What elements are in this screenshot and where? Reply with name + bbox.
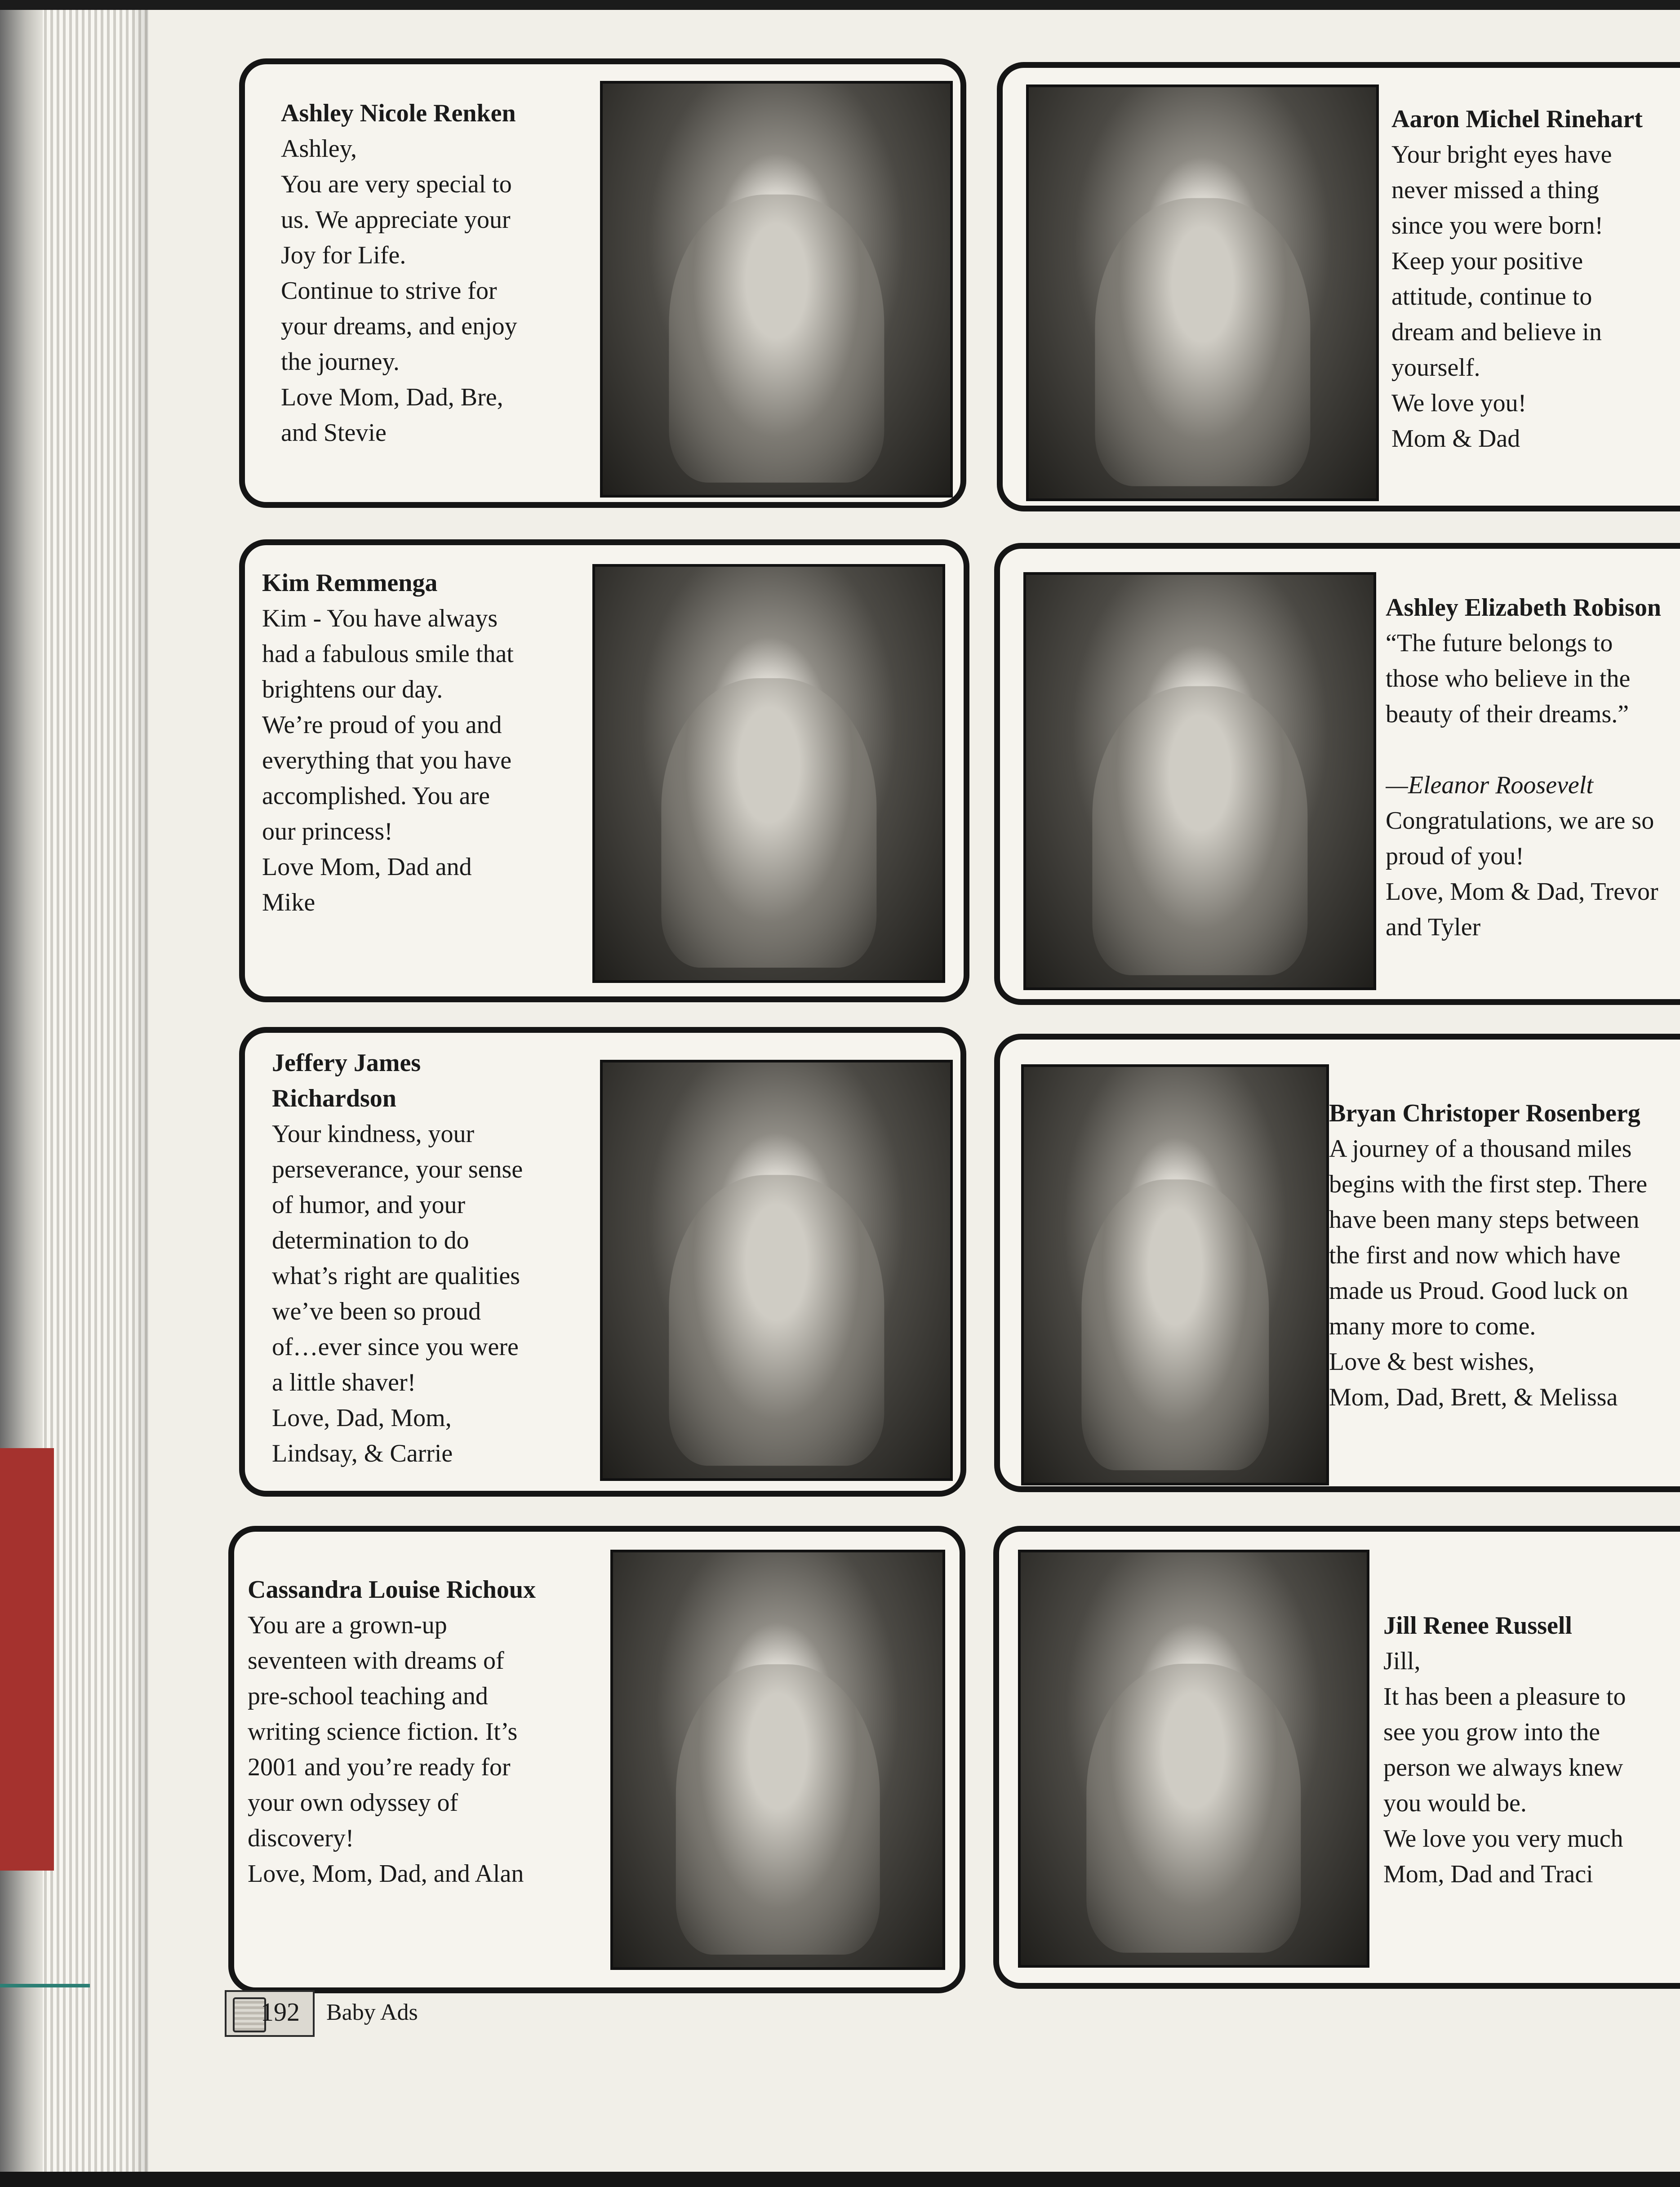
baby-ad-robison xyxy=(994,543,1680,1005)
scan-top-edge xyxy=(0,0,1680,10)
baby-ad-richardson xyxy=(239,1027,966,1497)
photo-subject xyxy=(1092,686,1307,975)
ad-line: made us Proud. Good luck on xyxy=(1329,1277,1628,1305)
ad-line: person we always knew xyxy=(1383,1754,1623,1782)
gutter-shadow xyxy=(130,10,148,2172)
ad-name: Bryan Christoper Rosenberg xyxy=(1329,1099,1640,1127)
ad-line: of humor, and your xyxy=(272,1191,466,1219)
ad-text xyxy=(1383,1608,1680,1896)
baby-photo xyxy=(1018,1550,1369,1968)
ad-line: Lindsay, & Carrie xyxy=(272,1440,453,1467)
ad-line: your dreams, and enjoy xyxy=(281,312,517,340)
ad-line: Mom, Dad and Traci xyxy=(1383,1860,1593,1888)
ad-line: your own odyssey of xyxy=(248,1789,458,1817)
baby-photo xyxy=(600,1060,953,1481)
ad-text xyxy=(272,1045,596,1490)
ad-line: yourself. xyxy=(1391,354,1480,382)
ad-line: determination to do xyxy=(272,1227,469,1254)
ad-line: Kim - You have always xyxy=(262,605,498,632)
ad-name: Jeffery James xyxy=(272,1049,421,1077)
spine-teal-line xyxy=(0,1984,90,1987)
ad-line: what’s right are qualities xyxy=(272,1262,520,1290)
baby-photo xyxy=(1026,84,1379,501)
photo-subject xyxy=(1086,1664,1301,1953)
ad-line: our princess! xyxy=(262,818,393,845)
ad-line xyxy=(1386,732,1680,768)
ad-line: Love Mom, Dad, Bre, xyxy=(281,383,503,411)
ad-line: Joy for Life. xyxy=(281,241,406,269)
ad-line: a little shaver! xyxy=(272,1369,416,1396)
ad-name: Ashley Elizabeth Robison xyxy=(1386,594,1661,622)
ad-line: Ashley, xyxy=(281,135,357,163)
ad-line: pre-school teaching and xyxy=(248,1682,488,1710)
ad-line: attitude, continue to xyxy=(1391,283,1592,311)
ad-line: 2001 and you’re ready for xyxy=(248,1753,511,1781)
photo-subject xyxy=(676,1664,880,1955)
ad-name: Cassandra Louise Richoux xyxy=(248,1576,536,1604)
ad-line: brightens our day. xyxy=(262,676,443,703)
ad-line: we’ve been so proud xyxy=(272,1298,481,1325)
ad-line: the first and now which have xyxy=(1329,1241,1621,1269)
baby-ad-rinehart xyxy=(997,62,1680,511)
ad-line: the journey. xyxy=(281,348,400,376)
ad-line: writing science fiction. It’s xyxy=(248,1718,518,1746)
ad-line: Continue to strive for xyxy=(281,277,497,305)
ad-name: Jill Renee Russell xyxy=(1383,1612,1572,1640)
ad-name: Ashley Nicole Renken xyxy=(281,99,516,127)
ad-line: Mom, Dad, Brett, & Melissa xyxy=(1329,1383,1618,1411)
baby-photo xyxy=(600,81,953,498)
ad-line: A journey of a thousand miles xyxy=(1329,1135,1632,1163)
baby-ad-rosenberg xyxy=(994,1034,1680,1492)
ad-line: see you grow into the xyxy=(1383,1718,1600,1746)
ad-text xyxy=(1391,102,1680,475)
baby-photo xyxy=(1023,572,1376,990)
ad-name: Aaron Michel Rinehart xyxy=(1391,105,1643,133)
ad-line: You are a grown-up xyxy=(248,1611,447,1639)
photo-subject xyxy=(1095,198,1310,486)
ad-line: Keep your positive xyxy=(1391,247,1583,275)
scan-bottom-edge xyxy=(0,2172,1680,2187)
photo-subject xyxy=(669,1175,884,1466)
ad-line: accomplished. You are xyxy=(262,782,490,810)
ad-line: of…ever since you were xyxy=(272,1333,519,1361)
ad-text xyxy=(248,1572,616,1896)
ad-line: you would be. xyxy=(1383,1789,1527,1817)
ad-line: We love you! xyxy=(1391,389,1527,417)
ad-text xyxy=(281,96,596,469)
section-title: Baby Ads xyxy=(326,2000,418,2025)
ad-line: Jill, xyxy=(1383,1647,1421,1675)
ad-line: Congratulations, we are so xyxy=(1386,807,1654,835)
ad-line: “The future belongs to xyxy=(1386,629,1613,657)
ad-line: seventeen with dreams of xyxy=(248,1647,504,1675)
book-spine xyxy=(0,10,148,2172)
ad-text xyxy=(262,565,595,938)
photo-subject xyxy=(661,678,876,968)
ad-line: perseverance, your sense xyxy=(272,1156,523,1183)
ad-line: beauty of their dreams.” xyxy=(1386,700,1629,728)
photo-subject xyxy=(669,195,884,483)
ad-line: dream and believe in xyxy=(1391,318,1602,346)
ad-line: begins with the first step. There xyxy=(1329,1170,1648,1198)
ad-line: us. We appreciate your xyxy=(281,206,511,234)
ad-line: Love, Mom & Dad, Trevor xyxy=(1386,878,1658,906)
baby-photo xyxy=(592,564,945,983)
ad-line: everything that you have xyxy=(262,747,512,774)
ad-line: discovery! xyxy=(248,1824,354,1852)
baby-ad-renken xyxy=(239,58,966,508)
quote-author: —Eleanor Roosevelt xyxy=(1386,771,1593,799)
ad-line: It has been a pleasure to xyxy=(1383,1683,1626,1711)
baby-ad-remmenga xyxy=(239,539,969,1002)
ad-line: Your bright eyes have xyxy=(1391,141,1612,169)
ad-line: and Stevie xyxy=(281,419,387,447)
ad-text xyxy=(1386,590,1680,986)
ad-line: Love, Dad, Mom, xyxy=(272,1404,452,1432)
ad-line: Love Mom, Dad and xyxy=(262,853,472,881)
page-number: 192 xyxy=(261,1997,300,2027)
ad-text xyxy=(1329,1096,1680,1419)
ad-line: many more to come. xyxy=(1329,1312,1536,1340)
ad-line: We love you very much xyxy=(1383,1825,1623,1853)
ad-line: Mike xyxy=(262,889,316,916)
ad-line: those who believe in the xyxy=(1386,665,1631,693)
baby-photo xyxy=(610,1550,945,1970)
ad-line: since you were born! xyxy=(1391,212,1604,240)
baby-ad-russell xyxy=(993,1526,1680,1989)
ad-name: Richardson xyxy=(272,1085,396,1112)
ad-line: had a fabulous smile that xyxy=(262,640,514,668)
ad-line: We’re proud of you and xyxy=(262,711,502,739)
ad-line: You are very special to xyxy=(281,170,512,198)
ad-line: Love, Mom, Dad, and Alan xyxy=(248,1860,524,1888)
ad-line: never missed a thing xyxy=(1391,176,1599,204)
spine-red-band xyxy=(0,1448,54,1871)
ad-line: Love & best wishes, xyxy=(1329,1348,1535,1376)
ad-line: proud of you! xyxy=(1386,842,1524,870)
baby-photo xyxy=(1021,1064,1329,1485)
photo-subject xyxy=(1081,1179,1269,1471)
ad-line: have been many steps between xyxy=(1329,1206,1640,1234)
ad-name: Kim Remmenga xyxy=(262,569,438,597)
ad-line: Mom & Dad xyxy=(1391,425,1520,453)
ad-line: Your kindness, your xyxy=(272,1120,475,1148)
ad-line: and Tyler xyxy=(1386,913,1481,941)
baby-ad-richoux xyxy=(228,1526,965,1993)
